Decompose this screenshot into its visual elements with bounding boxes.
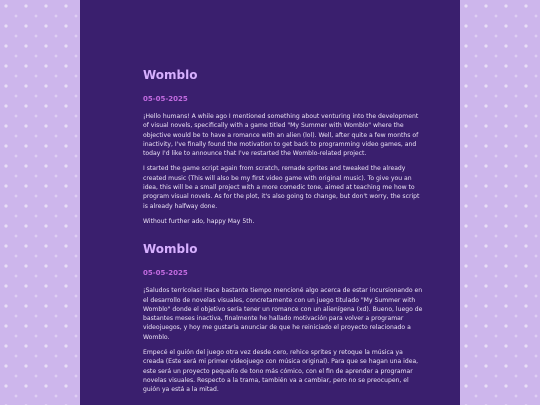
post-date: 05-05-2025 [143, 95, 188, 103]
blog-feed [80, 0, 423, 395]
post-paragraph: ¡Hello humans! A while ago I mentioned something about venturing into the development of visual novels, specifically with a game titled "My Summer with Womblo" where the objective would be to have a romance with an alien (lol). Well, after quite a few months of inactivity, I've finally found the motivation to get back to programming video games, and today I'd like to announce that I've restarted the Womblo-related project. [143, 113, 419, 158]
post-title: Womblo [143, 68, 198, 82]
post-paragraph: I started the game script again from scratch, remade sprites and tweaked the already created music (This will also be my first video game with original music). To give you an idea, this will be a small project with a more comedic tone, aimed at teaching me how to program visual novels. As for the plot, it's also going to change, but don't worry, the script is already halfway done. [143, 165, 420, 210]
blog-post-english [143, 68, 423, 226]
post-paragraph: ¡Saludos terrícolas! Hace bastante tiempo mencioné algo acerca de estar incursionando en el desarrollo de novelas visuales, concretamente con un juego titulado "My Summer with Womblo" donde el objetivo sería tener un romance con un alienígena (xd). Bueno, luego de bastantes meses inactiva, finalmente he hallado motivación para volver a programar videojuegos, y hoy me gustaría anunciar de que he reiniciado el proyecto relacionado a Womblo. [143, 287, 423, 341]
post-title: Womblo [143, 242, 198, 257]
content-column [80, 0, 460, 405]
post-paragraph: Empecé el guión del juego otra vez desde cero, rehice sprites y retoque la música ya creada (Este será mi primer videojuego con música original). Para que se hagan una idea, este será un proyecto pequeño de tono más cómico, con el fin de aprender a programar novelas visuales. Respecto a la trama, también va a cambiar, pero no se preocupen, el guión ya está a la mitad. [143, 349, 419, 394]
blog-post-spanish [143, 242, 423, 394]
post-date: 05-05-2025 [143, 269, 188, 278]
post-paragraph: Without further ado, happy May 5th. [143, 217, 255, 225]
